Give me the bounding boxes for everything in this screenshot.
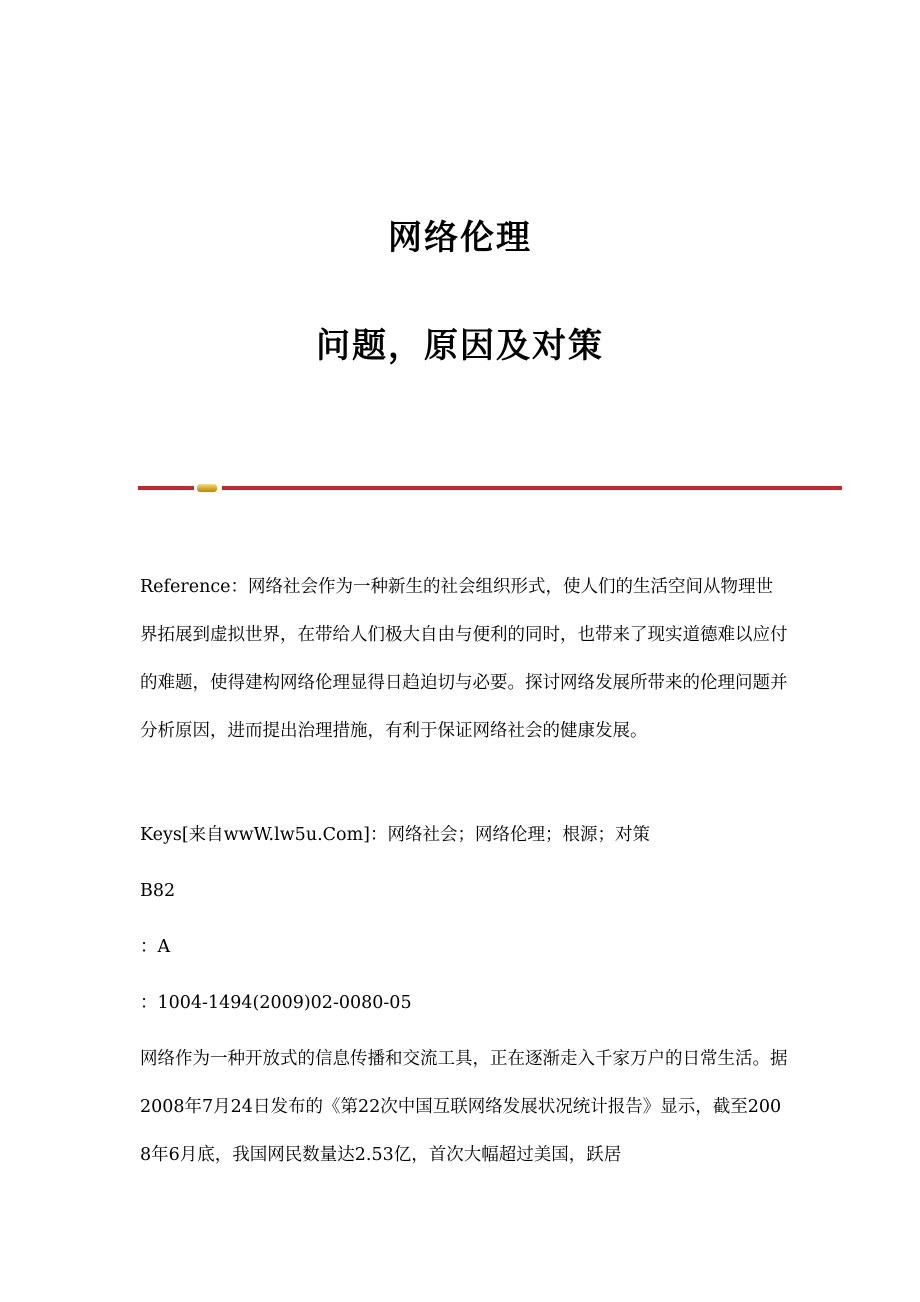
title-divider (138, 484, 842, 492)
document-code: ：A (140, 937, 171, 957)
document-title: 网络伦理 (388, 218, 532, 258)
document-subtitle: 问题，原因及对策 (316, 326, 604, 366)
classification-number: B82 (140, 881, 176, 901)
divider-bar-right (222, 486, 842, 490)
article-id: ：1004-1494(2009)02-0080-05 (140, 993, 412, 1013)
intro-paragraph: 网络作为一种开放式的信息传播和交流工具，正在逐渐走入千家万户的日常生活。据2008年7月24日发布的《第22次中国互联网络发展状况统计报告》显示，截至2008年6月底，我国网民数量达2.53亿，首次大幅超过美国，跃居 (140, 1049, 788, 1165)
divider-ornament-icon (197, 484, 217, 492)
keywords-line: Keys[来自wwW.lw5u.Com]：网络社会；网络伦理；根源；对策 (140, 825, 650, 845)
divider-bar-left (138, 486, 194, 490)
abstract-paragraph: Reference：网络社会作为一种新生的社会组织形式，使人们的生活空间从物理世界拓展到虚拟世界，在带给人们极大自由与便利的同时，也带来了现实道德难以应付的难题，使得建构网络伦理显得日趋迫切与必要。探讨网络发展所带来的伦理问题并分析原因，进而提出治理措施，有利于保证网络社会的健康发展。 (140, 577, 788, 741)
